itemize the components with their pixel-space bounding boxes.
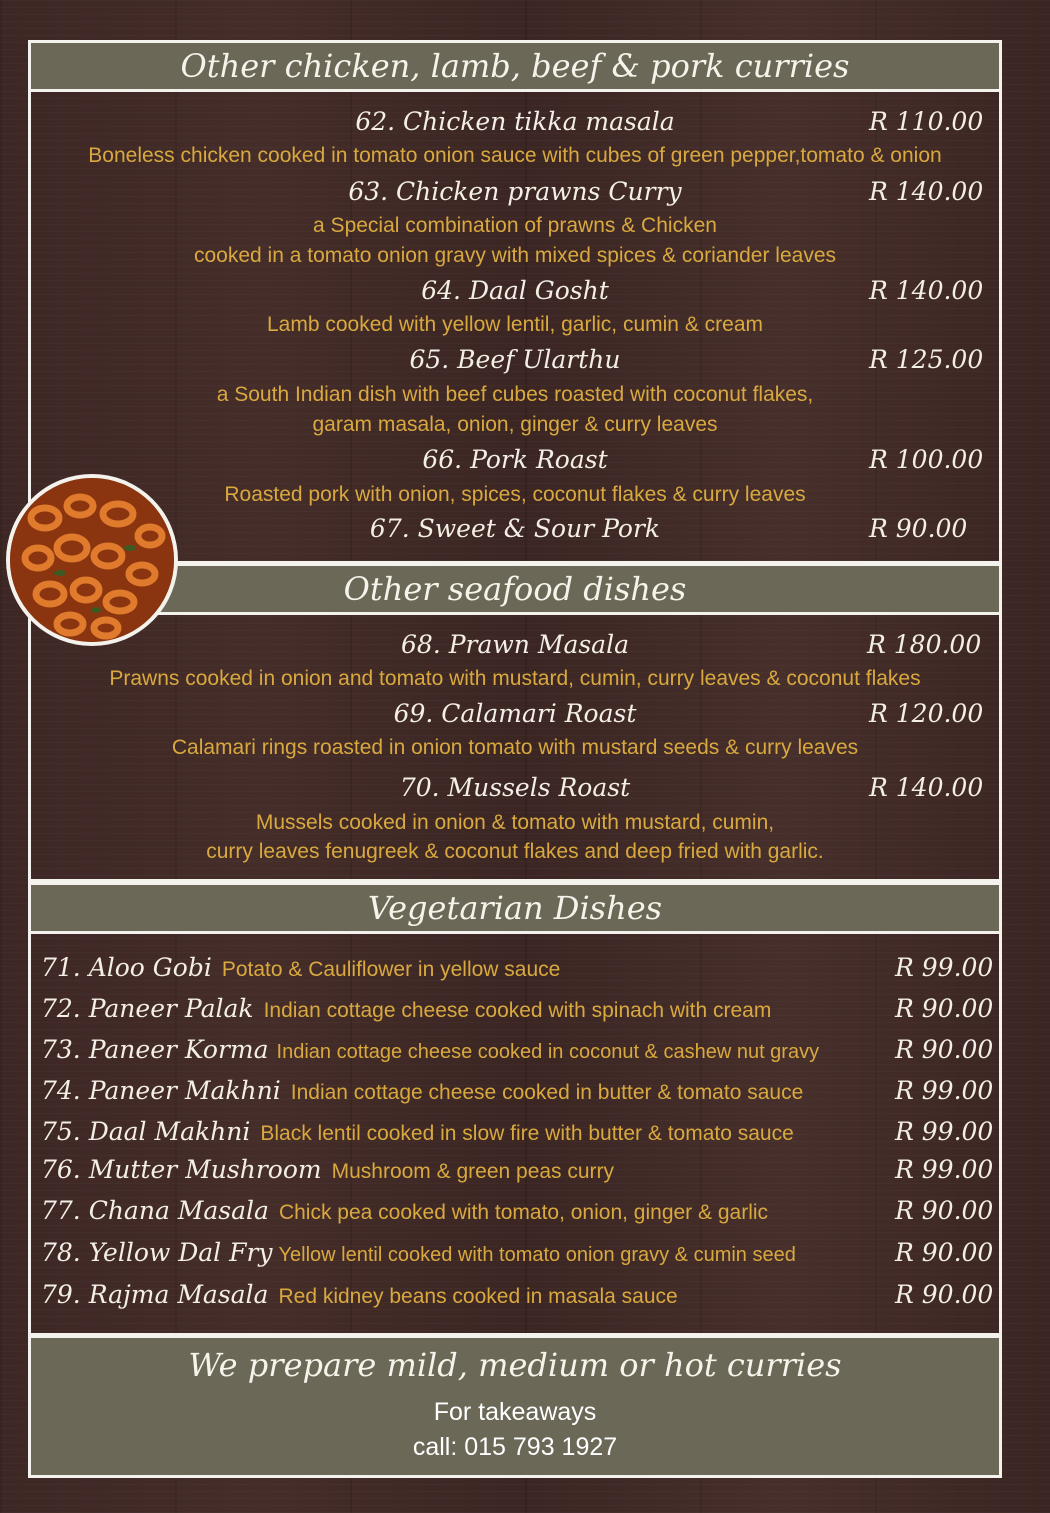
veg-name-78: 78. Yellow Dal Fry (41, 1238, 273, 1267)
dish-name-66: 66. Pork Roast (422, 445, 608, 474)
dish-desc-62: Boneless chicken cooked in tomato onion sauce with cubes of green pepper,tomato & onion (88, 144, 942, 167)
dish-name-64: 64. Daal Gosht (421, 276, 609, 305)
veg-item-76 (41, 1155, 614, 1184)
veg-price-79: R 90.00 (895, 1280, 994, 1309)
veg-item-78 (41, 1238, 796, 1267)
dish-name-67: 67. Sweet & Sour Pork (369, 514, 661, 543)
dish-name-68: 68. Prawn Masala (401, 630, 629, 659)
veg-item-72 (41, 994, 771, 1023)
veg-desc-76: Mushroom & green peas curry (331, 1160, 615, 1183)
section-seafood (28, 563, 1002, 882)
dish-price-62: R 110.00 (869, 107, 984, 136)
calamari-rings-icon (10, 478, 174, 642)
dish-desc-69: Calamari rings roasted in onion tomato with mustard seeds & curry leaves (171, 736, 859, 759)
veg-price-73: R 90.00 (895, 1035, 994, 1064)
veg-desc-75: Black lentil cooked in slow fire with butter & tomato sauce (260, 1122, 794, 1145)
dish-desc-66: Roasted pork with onion, spices, coconut flakes & curry leaves (224, 483, 806, 506)
section-curries (28, 40, 1002, 564)
veg-price-72: R 90.00 (895, 994, 994, 1023)
dish-desc-68: Prawns cooked in onion and tomato with mustard, cumin, curry leaves & coconut flakes (109, 667, 921, 690)
dish-name-63: 63. Chicken prawns Curry (348, 177, 682, 206)
veg-name-75: 75. Daal Makhni (41, 1117, 251, 1146)
veg-price-76: R 99.00 (895, 1155, 994, 1184)
veg-name-71: 71. Aloo Gobi (41, 953, 212, 982)
veg-price-75: R 99.00 (895, 1117, 994, 1146)
veg-name-77: 77. Chana Masala (41, 1196, 269, 1225)
veg-desc-77: Chick pea cooked with tomato, onion, ginger & garlic (278, 1201, 769, 1224)
veg-desc-79: Red kidney beans cooked in masala sauce (278, 1285, 678, 1308)
dish-price-64: R 140.00 (869, 276, 984, 305)
dish-desc-65b: garam masala, onion, ginger & curry leaves (312, 413, 718, 436)
veg-item-71 (41, 953, 560, 982)
footer-phone: call: 015 793 1927 (412, 1433, 618, 1461)
veg-item-74 (41, 1076, 803, 1105)
veg-item-75 (41, 1117, 794, 1146)
calamari-dish-photo (6, 474, 178, 646)
dish-price-65: R 125.00 (869, 345, 984, 374)
veg-name-76: 76. Mutter Mushroom (41, 1155, 322, 1184)
dish-price-69: R 120.00 (869, 699, 984, 728)
veg-desc-74: Indian cottage cheese cooked in butter & tomato sauce (290, 1081, 804, 1104)
veg-price-77: R 90.00 (895, 1196, 994, 1225)
dish-name-65: 65. Beef Ularthu (409, 345, 621, 374)
section-title-curries: Other chicken, lamb, beef & pork curries (31, 43, 999, 92)
veg-desc-73: Indian cottage cheese cooked in coconut & cashew nut gravy (276, 1041, 820, 1063)
dish-desc-70b: curry leaves fenugreek & coconut flakes and deep fried with garlic. (206, 840, 824, 863)
section-vegetarian (28, 882, 1002, 1336)
veg-price-71: R 99.00 (895, 953, 994, 982)
veg-desc-72: Indian cottage cheese cooked with spinach with cream (263, 999, 772, 1022)
dish-name-69: 69. Calamari Roast (393, 699, 637, 728)
footer-takeaways: For takeaways (433, 1398, 597, 1426)
footer-title: We prepare mild, medium or hot curries (188, 1346, 842, 1384)
dish-desc-70a: Mussels cooked in onion & tomato with mustard, cumin, (255, 811, 775, 834)
veg-name-73: 73. Paneer Korma (41, 1035, 269, 1064)
veg-name-74: 74. Paneer Makhni (41, 1076, 281, 1105)
veg-price-74: R 99.00 (895, 1076, 994, 1105)
section-title-vegetarian: Vegetarian Dishes (31, 885, 999, 934)
veg-desc-78: Yellow lentil cooked with tomato onion gravy & cumin seed (278, 1244, 796, 1266)
veg-item-77 (41, 1196, 768, 1225)
dish-price-70: R 140.00 (869, 773, 984, 802)
veg-price-78: R 90.00 (895, 1238, 994, 1267)
dish-desc-63a: a Special combination of prawns & Chicken (313, 214, 717, 237)
veg-item-73 (41, 1035, 819, 1064)
dish-desc-64: Lamb cooked with yellow lentil, garlic, cumin & cream (266, 313, 764, 336)
dish-name-70: 70. Mussels Roast (399, 773, 631, 802)
veg-name-79: 79. Rajma Masala (41, 1280, 269, 1309)
dish-price-63: R 140.00 (869, 177, 984, 206)
dish-name-62: 62. Chicken tikka masala (355, 107, 675, 136)
dish-desc-65a: a South Indian dish with beef cubes roasted with coconut flakes, (216, 383, 814, 406)
veg-desc-71: Potato & Cauliflower in yellow sauce (221, 958, 561, 981)
dish-desc-63b: cooked in a tomato onion gravy with mixed spices & coriander leaves (194, 244, 836, 267)
dish-price-68: R 180.00 (867, 630, 982, 659)
footer-box (28, 1335, 1002, 1478)
dish-price-66: R 100.00 (869, 445, 984, 474)
section-title-seafood: Other seafood dishes (31, 566, 999, 615)
dish-price-67: R 90.00 (869, 514, 968, 543)
veg-name-72: 72. Paneer Palak (41, 994, 254, 1023)
veg-item-79 (41, 1280, 678, 1309)
